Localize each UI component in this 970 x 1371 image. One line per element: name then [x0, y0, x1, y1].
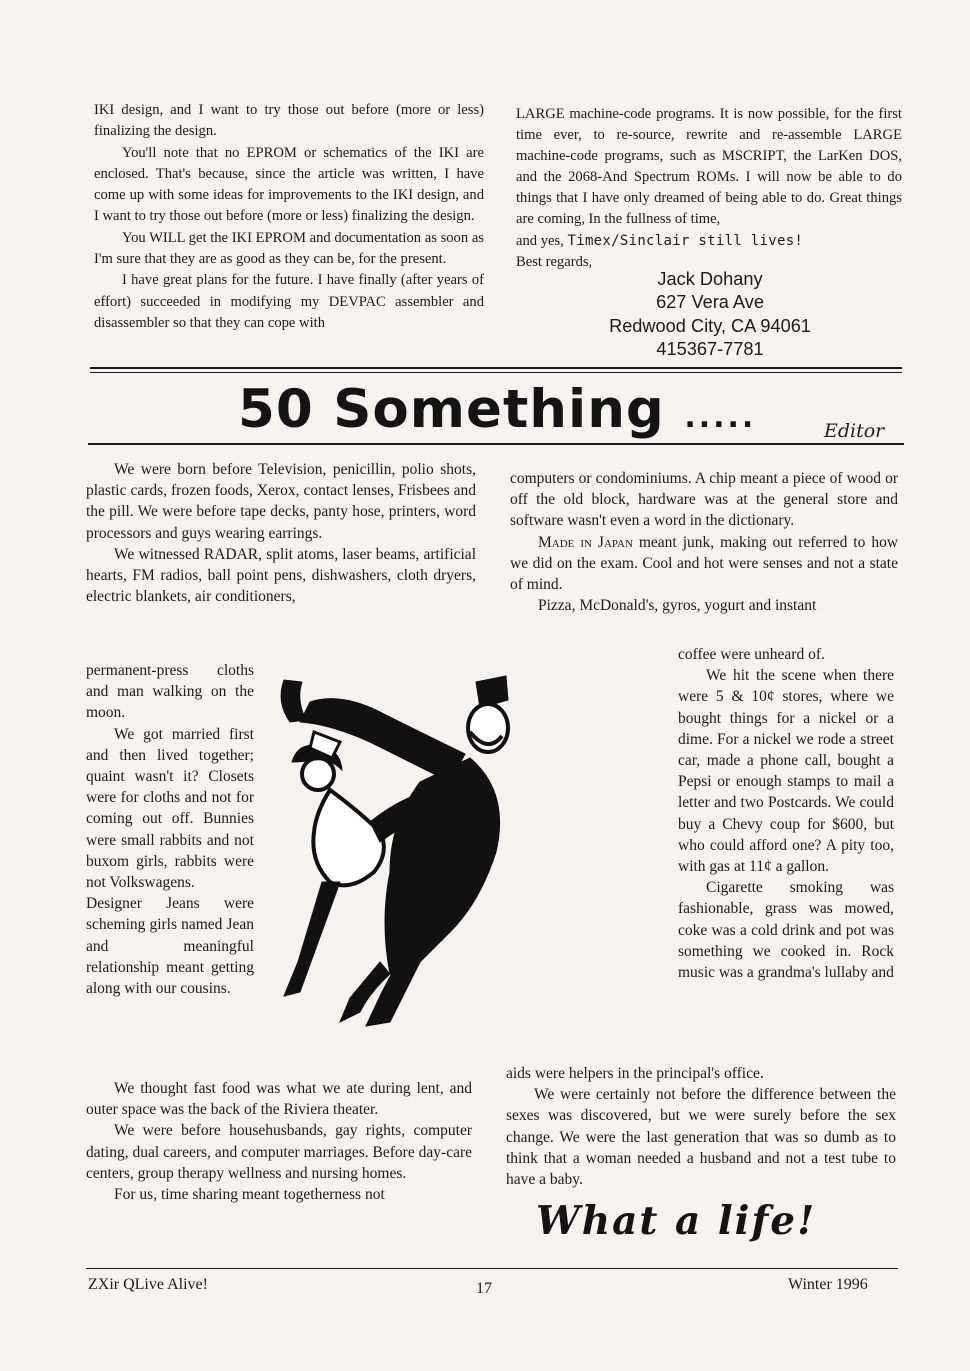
letter-left-column: [94, 100, 484, 334]
article-left-column-top: [86, 459, 476, 607]
signature-block: [560, 268, 860, 362]
text: meant junk, making out referred to how we did on the exam. Cool and hot were senses and not a state of mind.: [510, 533, 899, 594]
footer-issue: Winter 1996: [788, 1276, 868, 1293]
paragraph: We thought fast food was what we ate during lent, and outer space was the back of the Riviera theater.: [86, 1080, 472, 1119]
paragraph: aids were helpers in the principal's office.: [506, 1065, 764, 1082]
divider-rule: [90, 372, 902, 373]
paragraph: We were born before Television, penicillin, polio shots, plastic cards, frozen foods, Xerox, contact lenses, Frisbees and the pill. We were before tape decks, panty hose, printers, word processors and guys wearing earrings.: [86, 461, 476, 542]
signature-city: Redwood City, CA 94061: [609, 315, 811, 336]
paragraph: For us, time sharing meant togetherness not: [114, 1186, 385, 1204]
paragraph: We got married first and then lived together; quaint wasn't it? Closets were for cloths and not for coming out off. Bunnies were small rabbits and not buxom girls, rabbits were not Volkswagens.: [86, 725, 254, 892]
paragraph: permanent-press cloths and man walking on the moon.: [86, 662, 254, 722]
footer-rule: [86, 1268, 898, 1269]
article-left-column-bottom: [86, 1078, 472, 1205]
paragraph: You'll note that no EPROM or schematics of the IKI are enclosed. That's because, since the article was written, I have come up with some ideas for improvements to the IKI design, and I want to try those out before (more or less) finalizing the design.: [94, 144, 484, 225]
paragraph: [510, 532, 898, 596]
footer-publication: ZXir QLive Alive!: [88, 1276, 208, 1293]
article-right-column-bottom: [506, 1063, 896, 1190]
paragraph: Cigarette smoking was fashionable, grass was mowed, coke was a cold drink and pot was something we cooked in. Rock music was a grandma's lullaby and: [678, 879, 894, 982]
text: and yes,: [516, 232, 564, 249]
paragraph: We witnessed RADAR, split atoms, laser beams, artificial hearts, FM radios, ball point pens, dishwashers, cloth dryers, electric blankets, air conditioners,: [86, 545, 476, 606]
paragraph: We were before househusbands, gay rights, computer dating, dual careers, and computer marriages. Before day-care centers, group therapy wellness and nursing homes.: [86, 1122, 472, 1182]
signature-name: Jack Dohany: [657, 269, 763, 289]
paragraph: Designer Jeans were scheming girls named Jean and meaningful relationship meant getting along with our cousins.: [86, 895, 254, 998]
paragraph: coffee were unheard of.: [678, 646, 825, 663]
title-text: 50 Something: [238, 379, 665, 440]
footer-page-number: 17: [476, 1280, 492, 1297]
made-in-japan: Made in Japan: [538, 533, 633, 551]
paragraph: [516, 231, 902, 252]
article-right-column-top: [510, 468, 898, 616]
closing-slogan: What a life!: [536, 1198, 817, 1244]
paragraph: We were certainly not before the difference between the sexes was discovered, but we were surely before the sex change. We were the last generation that was so dumb as to think that a woman needed a husband and not a test tube to have a baby.: [506, 1086, 896, 1189]
closing-line: Best regards,: [516, 253, 593, 270]
paragraph: We hit the scene when there were 5 & 10¢ stores, where we bought things for a nickel or a dime. For a nickel we rode a street car, made a phone call, bought a Pepsi or enough stamps to mail a letter and two Postcards. We could buy a Chevy coup for $600, but who could afford one? A pity too, with gas at 11¢ a gallon.: [678, 667, 894, 876]
letter-right-column: [516, 104, 902, 273]
byline: Editor: [824, 420, 885, 442]
article-right-column-narrow: [678, 644, 894, 983]
paragraph: computers or condominiums. A chip meant a piece of wood or off the old block, hardware was at the general store and software wasn't even a word in the dictionary.: [510, 470, 898, 530]
title-dots: .....: [684, 400, 757, 435]
title-underline: [88, 443, 904, 445]
timex-slogan: Timex/Sinclair still lives!: [567, 232, 804, 249]
paragraph: LARGE machine-code programs. It is now possible, for the first time ever, to re-source, rewrite and re-assemble LARGE machine-code programs, such as MSCRIPT, the LarKen DOS, and the 2068-And Spectrum ROMs. I will now be able to do things that I have only dreamed of being able to do. Great things are coming, In the fullness of time,: [516, 106, 902, 228]
paragraph: IKI design, and I want to try those out before (more or less) finalizing the design.: [94, 102, 484, 140]
article-title: [238, 379, 756, 440]
paragraph: You WILL get the IKI EPROM and documentation as soon as I'm sure that they are as good as they can be, for the present.: [94, 229, 484, 268]
article-left-column-narrow: [86, 660, 254, 999]
paragraph: I have great plans for the future. I have finally (after years of effort) succeeded in modifying my DEVPAC assembler and disassembler so that they can cope with: [94, 272, 484, 331]
dancing-couple-illustration: [270, 662, 520, 1032]
signature-phone: 415367-7781: [656, 339, 764, 360]
signature-street: 627 Vera Ave: [656, 292, 764, 313]
paragraph: Pizza, McDonald's, gyros, yogurt and instant: [538, 597, 817, 615]
divider-rule: [90, 367, 902, 369]
